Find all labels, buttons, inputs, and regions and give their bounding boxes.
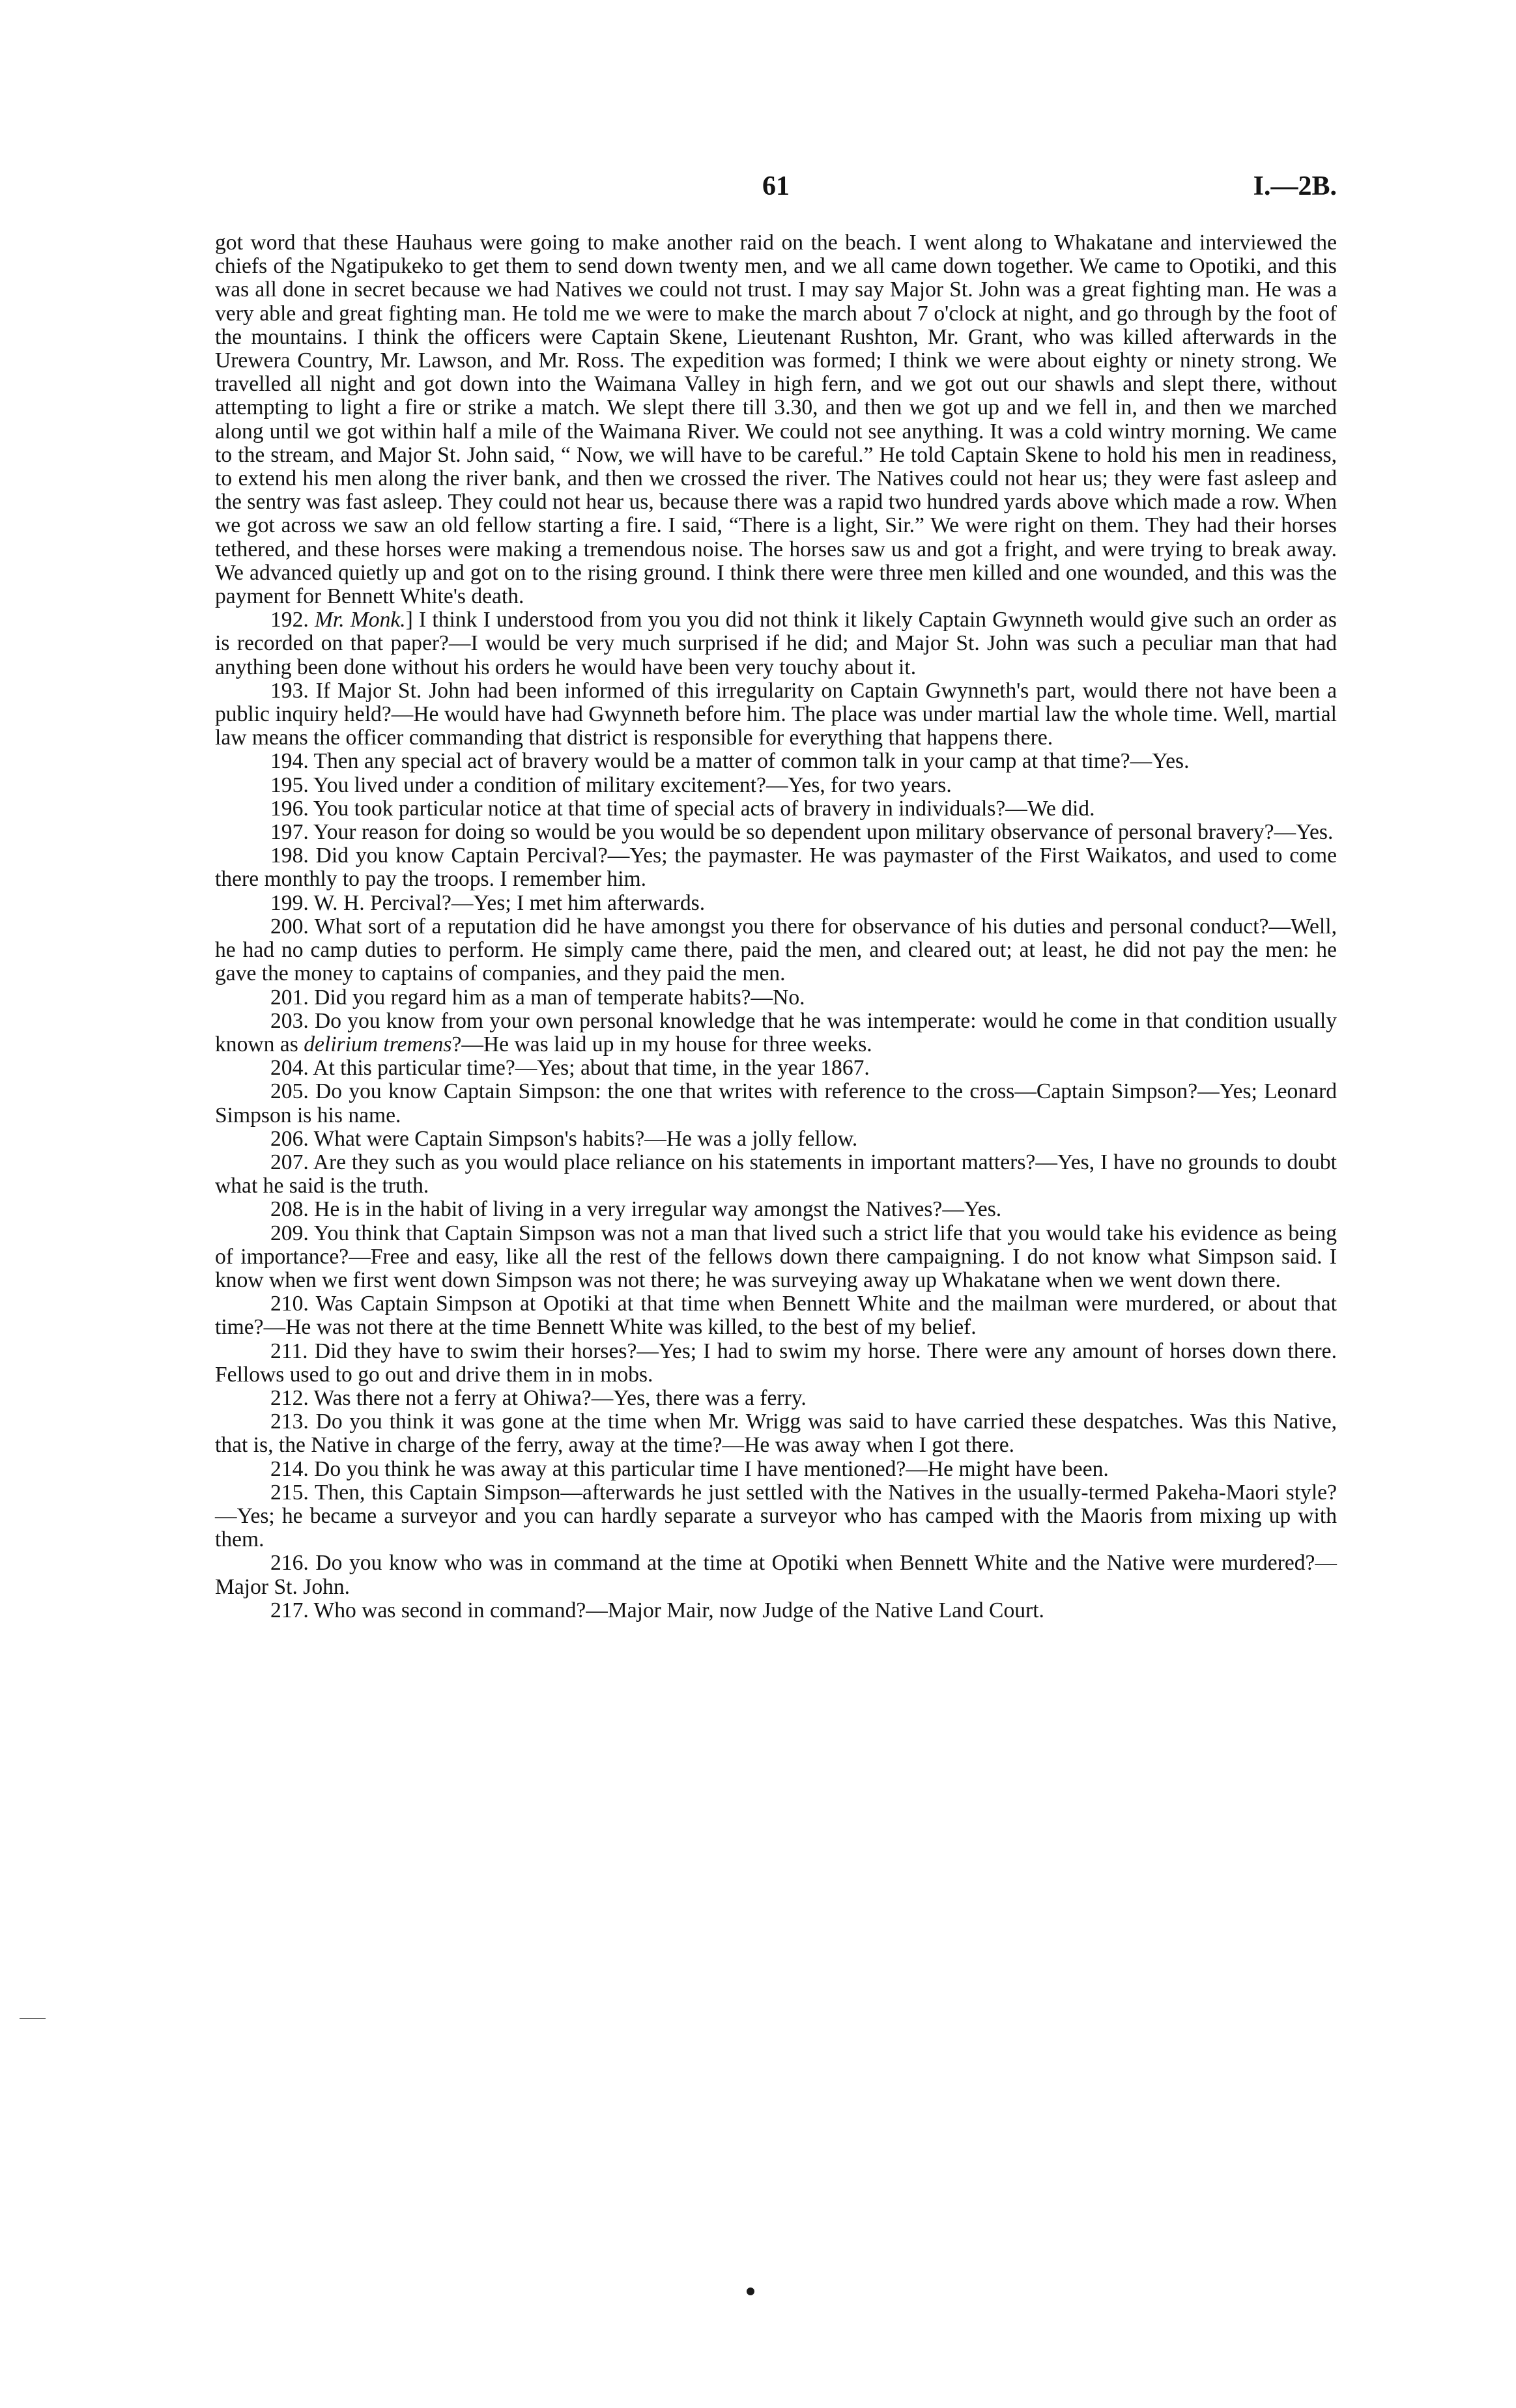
paragraph-214: 214. Do you think he was away at this particular time I have mentioned?—He might have been. [270,1456,1109,1481]
paragraph-212: 212. Was there not a ferry at Ohiwa?—Yes, there was a ferry. [270,1385,807,1410]
page-number: 61 [762,171,790,201]
paragraph-199: 199. W. H. Percival?—Yes; I met him afterwards. [270,890,706,915]
paragraph-204: 204. At this particular time?—Yes; about that time, in the year 1867. [270,1056,870,1081]
paragraph-215: 215. Then, this Captain Simpson—afterwards he just settled with the Natives in the usually-termed Pakeha-Maori style?—Yes; he became a surveyor and you can hardly separate a surveyor who has camped with the Maoris from mixing up with them. [215,1480,1337,1552]
margin-mark [20,2018,46,2019]
paragraph-209: 209. You think that Captain Simpson was not a man that lived such a strict life that you would take his evidence as being of importance?—Free and easy, like all the rest of the fellows down there campaigning. I do not know what Simpson said. I know when we first went down Simpson was not there; he was surveying away up Whakatane when we went down there. [215,1221,1337,1292]
paragraph-201: 201. Did you regard him as a man of temperate habits?—No. [270,985,805,1010]
paragraph-193: 193. If Major St. John had been informed of this irregularity on Captain Gwynneth's part, would there not have been a public inquiry held?—He would have had Gwynneth before him. The place was under martial law the whole time. Well, martial law means the officer commanding that district is responsible for everything that happens there. [215,678,1337,750]
paragraph-217: 217. Who was second in command?—Major Mair, now Judge of the Native Land Court. [270,1598,1044,1622]
paragraph-192 [215,608,1337,679]
answer-text: ?—He was laid up in my house for three weeks. [451,1032,872,1056]
testimony-text [215,231,1337,1622]
page-dot [747,2288,754,2295]
paragraph-200: 200. What sort of a reputation did he have amongst you there for observance of his duties and personal conduct?—Well, he had no camp duties to perform. He simply came there, paid the men, and cleared out; at least, he did not pay the men: he gave the money to captains of companies, and they paid the men. [215,914,1337,986]
paragraph-194: 194. Then any special act of bravery would be a matter of common talk in your camp at that time?—Yes. [270,749,1190,774]
paragraph-196: 196. You took particular notice at that time of special acts of bravery in individuals?—We did. [270,796,1095,821]
paragraph-198: 198. Did you know Captain Percival?—Yes; the paymaster. He was paymaster of the First Waikatos, and used to come there monthly to pay the troops. I remember him. [215,843,1337,892]
paragraph-208: 208. He is in the habit of living in a very irregular way amongst the Natives?—Yes. [270,1197,1002,1222]
paragraph-210: 210. Was Captain Simpson at Opotiki at that time when Bennett White and the mailman were murdered, or about that time?—He was not there at the time Bennett White was killed, to the best of my belief. [215,1292,1337,1340]
speaker-name: Mr. Monk. [314,608,406,632]
paragraph-213: 213. Do you think it was gone at the time when Mr. Wrigg was said to have carried these despatches. Was this Native, that is, the Native in charge of the ferry, away at the time?—He was away when I got there. [215,1409,1337,1458]
question-answer-text: ] I think I understood from you you did not think it likely Captain Gwynneth would give such an order as is recorded on that paper?—I would be very much surprised if he did; and Major St. John was such a peculiar man that had anything been done without his orders he would have been very touchy about it. [215,608,1337,679]
document-reference: I.—2B. [1253,171,1337,201]
paragraph-continued-narrative: got word that these Hauhaus were going to make another raid on the beach. I went along to Whakatane and interviewed the chiefs of the Ngatipukeko to get them to send down twenty men, and we all came down together. We came to Opotiki, and this was all done in secret because we had Natives we could not trust. I may say Major St. John was a great fighting man. He was a very able and great fighting man. He told me we were to make the march about 7 o'clock at night, and go through by the foot of the mountains. I think the officers were Captain Skene, Lieutenant Rushton, Mr. Grant, who was killed afterwards in the Urewera Country, Mr. Lawson, and Mr. Ross. The expedition was formed; I think we were about eighty or ninety strong. We travelled all night and got down into the Waimana Valley in high fern, and we got out our shawls and slept there, without attempting to light a fire or strike a match. We slept there till 3.30, and then we got up and we fell in, and then we marched along until we got within half a mile of the Waimana River. We could not see anything. It was a cold wintry morning. We came to the stream, and Major St. John said, “ Now, we will have to be careful.” He told Captain Skene to hold his men in readiness, to extend his men along the river bank, and then we crossed the river. The Natives could not hear us; they were fast asleep and the sentry was fast asleep. They could not hear us, because there was a rapid two hundred yards above which made a row. When we got across we saw an old fellow starting a fire. I said, “There is a light, Sir.” We were right on them. They had their horses tethered, and these horses were making a tremendous noise. The horses saw us and got a fright, and were trying to break away. We advanced quietly up and got on to the rising ground. I think there were three men killed and one wounded, and this was the payment for Bennett White's death. [215,231,1337,609]
italic-term: delirium tremens [304,1032,452,1056]
question-text: 203. Do you know from your own personal knowledge that he was intemperate: would he come in that condition usually known as [215,1008,1337,1056]
paragraph-205: 205. Do you know Captain Simpson: the one that writes with reference to the cross—Captain Simpson?—Yes; Leonard Simpson is his name. [215,1079,1337,1127]
paragraph-206: 206. What were Captain Simpson's habits?—He was a jolly fellow. [270,1126,858,1151]
question-number: 192. [270,608,309,632]
paragraph-207: 207. Are they such as you would place reliance on his statements in important matters?—Yes, I have no grounds to doubt what he said is the truth. [215,1150,1337,1198]
paragraph-197: 197. Your reason for doing so would be you would be so dependent upon military observance of personal bravery?—Yes. [270,820,1334,845]
paragraph-203 [215,1010,1337,1056]
paragraph-195: 195. You lived under a condition of military excitement?—Yes, for two years. [270,772,952,797]
paragraph-211: 211. Did they have to swim their horses?—Yes; I had to swim my horse. There were any amount of horses down there. Fellows used to go out and drive them in in mobs. [215,1339,1337,1387]
paragraph-216: 216. Do you know who was in command at the time at Opotiki when Bennett White and the Native were murdered?—Major St. John. [215,1551,1337,1599]
page-header [215,171,1337,210]
